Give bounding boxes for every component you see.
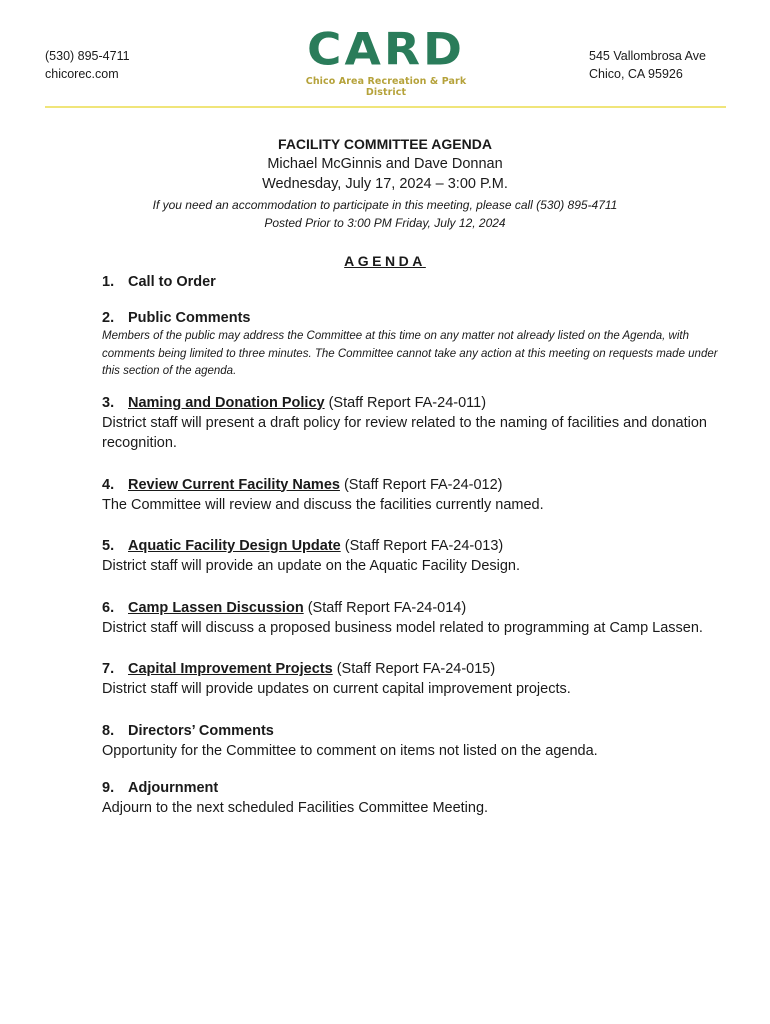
item-title-link[interactable]: Aquatic Facility Design Update [128,538,341,554]
staff-report-ref: (Staff Report FA-24-013) [340,538,504,554]
item-title-link[interactable]: Review Current Facility Names [128,476,340,493]
agenda-item [102,393,732,454]
agenda-item [102,659,732,700]
item-number: 9. [102,780,115,796]
logo-wordmark: CARD [306,23,466,76]
card-logo [288,23,484,98]
agenda-item [102,721,732,762]
committee-members: Michael McGinnis and Dave Donnan [267,156,503,172]
item-number: 8. [102,722,115,739]
item-description: District staff will provide updates on current capital improvement projects. [102,681,571,697]
agenda-heading: AGENDA [344,253,426,269]
item-description: District staff will discuss a proposed business model related to programming at Camp Lassen. [102,619,703,636]
header-divider [45,106,726,108]
item-title: Public Comments [128,310,251,326]
document-title: FACILITY COMMITTEE AGENDA [278,136,492,152]
item-number: 1. [102,274,115,290]
item-number: 5. [102,538,115,554]
item-description: The Committee will review and discuss the facilities currently named. [102,496,544,513]
item-title-link[interactable]: Naming and Donation Policy [128,394,325,411]
item-number: 7. [102,661,115,677]
item-title: Directors’ Comments [128,722,274,739]
item-number: 4. [102,476,115,493]
agenda-item [102,536,732,577]
agenda-item [102,272,732,292]
agenda-item [102,778,732,819]
agenda-item [102,475,732,516]
item-title-link[interactable]: Capital Improvement Projects [128,661,333,677]
logo-subtitle: Chico Area Recreation & Park District [305,76,467,98]
item-title-link[interactable]: Camp Lassen Discussion [128,599,304,616]
agenda-item [102,308,732,381]
phone-number: (530) 895-4711 [45,49,130,63]
address-line-2: Chico, CA 95926 [589,67,683,81]
accommodation-note: If you need an accommodation to participate in this meeting, please call (530) 895-4711 [152,198,618,212]
website: chicorec.com [45,67,119,81]
item-number: 3. [102,394,115,411]
meeting-info [0,134,770,232]
item-description: District staff will present a draft policy for review related to the naming of facilities and donation recognition. [102,414,707,451]
item-title: Call to Order [128,274,216,290]
item-description: Opportunity for the Committee to comment on items not listed on the agenda. [102,742,598,759]
agenda-item [102,598,732,639]
agenda-items [102,272,732,819]
staff-report-ref: (Staff Report FA-24-012) [339,476,503,493]
item-title: Adjournment [128,780,219,796]
address [589,47,706,83]
letterhead [0,0,770,110]
item-number: 6. [102,599,115,616]
staff-report-ref: (Staff Report FA-24-014) [303,599,467,616]
staff-report-ref: (Staff Report FA-24-015) [332,661,496,677]
meeting-datetime: Wednesday, July 17, 2024 – 3:00 P.M. [262,176,508,192]
contact-info [45,47,130,83]
address-line-1: 545 Vallombrosa Ave [589,49,706,63]
staff-report-ref: (Staff Report FA-24-011) [324,394,487,411]
item-note: Members of the public may address the Committee at this time on any matter not already listed on the Agenda, with comments being limited to three minutes. The Committee cannot take any action at this meeting on requests made under this section of the agenda. [102,330,718,377]
item-description: Adjourn to the next scheduled Facilities Committee Meeting. [102,800,489,816]
item-number: 2. [102,310,115,326]
posted-note: Posted Prior to 3:00 PM Friday, July 12, 2024 [264,216,506,230]
item-description: District staff will provide an update on the Aquatic Facility Design. [102,558,521,574]
